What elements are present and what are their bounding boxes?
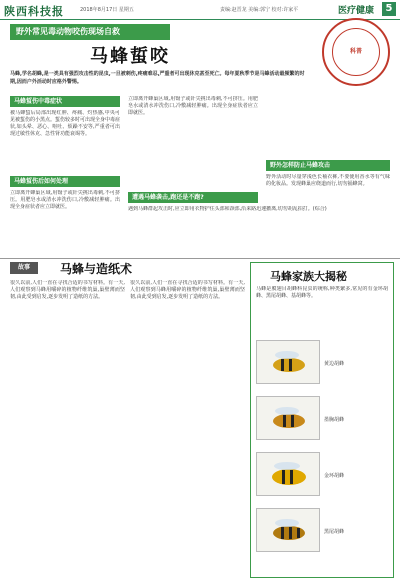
section-heading-prevention: 野外怎样防止马蜂攻击 xyxy=(266,160,390,171)
section-text-treatment: 立即离开蜂巢区域,用镊子或针尖挑出毒刺,不可挤压。用肥皂水或清水冲洗伤口,冷敷减轻肿痛。出现全身症状者应立即就医。 xyxy=(10,190,120,210)
caption-2: 墨胸胡蜂 xyxy=(324,417,345,423)
wasp-image-2 xyxy=(256,396,320,440)
box-title: 马蜂家族大揭秘 xyxy=(270,270,347,283)
wasp-1-icon xyxy=(257,341,321,385)
wasp-image-3 xyxy=(256,452,320,496)
section-name: 医疗健康 xyxy=(338,6,375,16)
decorative-seal xyxy=(322,18,390,86)
editor-credits: 责编:赵晋龙 美编:郭宁 校对:许家平 xyxy=(220,7,299,13)
issue-date: 2018年8月17日 星期五 xyxy=(80,7,134,13)
intro-paragraph: 马蜂,学名胡蜂,是一类具有强烈攻击性的昆虫,一旦被刺伤,疼痛难忍,严重者可出现休克甚至死亡。每年夏秋季节是马蜂活动最频繁的时期,因而户外活动时应格外警惕。 xyxy=(10,71,305,85)
divider-line xyxy=(0,258,400,259)
section-heading-treatment: 马蜂蜇伤后如何处理 xyxy=(10,176,120,187)
topic-banner: 野外常见毒动物咬伤现场自救 xyxy=(10,24,170,40)
section-heading-escape: 遭遇马蜂袭击,跑还是不跑? xyxy=(128,192,258,203)
seal-text: 科普 xyxy=(349,48,362,55)
wasp-image-1 xyxy=(256,340,320,384)
section-text-symptoms: 被马蜂蜇后局部出现红肿、疼痛、灼热感,中央可见被蜇伤的小黑点。蜇伤较多时可出现全身中毒症状,如头晕、恶心、呕吐、烦躁不安等,严重者可出现过敏性休克、急性肾功能衰竭等。 xyxy=(10,110,120,137)
section-text-prevention: 野外活动时尽量穿浅色长袖衣裤,不要使用香水等有气味的化妆品。发现蜂巢应绕道而行,切勿捅蜂窝。 xyxy=(266,174,390,187)
section-text-escape: 遇到马蜂群起攻击时,应立即用衣物护住头部和颈部,沿来路迅速撤离,切勿胡乱拍打。(综合) xyxy=(128,206,327,212)
main-title: 马蜂蜇咬 xyxy=(90,46,170,67)
caption-3: 金环胡蜂 xyxy=(324,473,345,479)
story-tag: 故事 xyxy=(10,262,38,274)
caption-1: 黄边胡蜂 xyxy=(324,361,345,367)
wasp-2-icon xyxy=(257,397,321,441)
story-column-2: 很久以前,人们一直在寻找合适的书写材料。有一天,人们观察到马蜂用嚼碎的植物纤维筑巢,巢壁薄而坚韧,由此受到启发,逐步发明了造纸的方法。 xyxy=(130,280,245,300)
caption-4: 黑尾胡蜂 xyxy=(324,529,345,535)
story-title: 马蜂与造纸术 xyxy=(60,262,133,276)
box-intro: 马蜂是膜翅目胡蜂科昆虫的统称,种类繁多,常见的有金环胡蜂、黑尾胡蜂、基胡蜂等。 xyxy=(256,286,388,299)
wasp-image-4 xyxy=(256,508,320,552)
wasp-4-icon xyxy=(257,509,321,553)
middle-column-text: 立即离开蜂巢区域,用镊子或针尖挑出毒刺,不可挤压。用肥皂水或清水冲洗伤口,冷敷减轻肿痛。出现全身症状者应立即就医。 xyxy=(128,96,258,116)
masthead: 陕西科技报 xyxy=(4,5,64,18)
page-header xyxy=(0,0,400,20)
page-number: 5 xyxy=(382,2,396,16)
story-column-1: 很久以前,人们一直在寻找合适的书写材料。有一天,人们观察到马蜂用嚼碎的植物纤维筑巢,巢壁薄而坚韧,由此受到启发,逐步发明了造纸的方法。 xyxy=(10,280,125,300)
section-heading-symptoms: 马蜂蜇伤中毒症状 xyxy=(10,96,120,107)
wasp-3-icon xyxy=(257,453,321,497)
